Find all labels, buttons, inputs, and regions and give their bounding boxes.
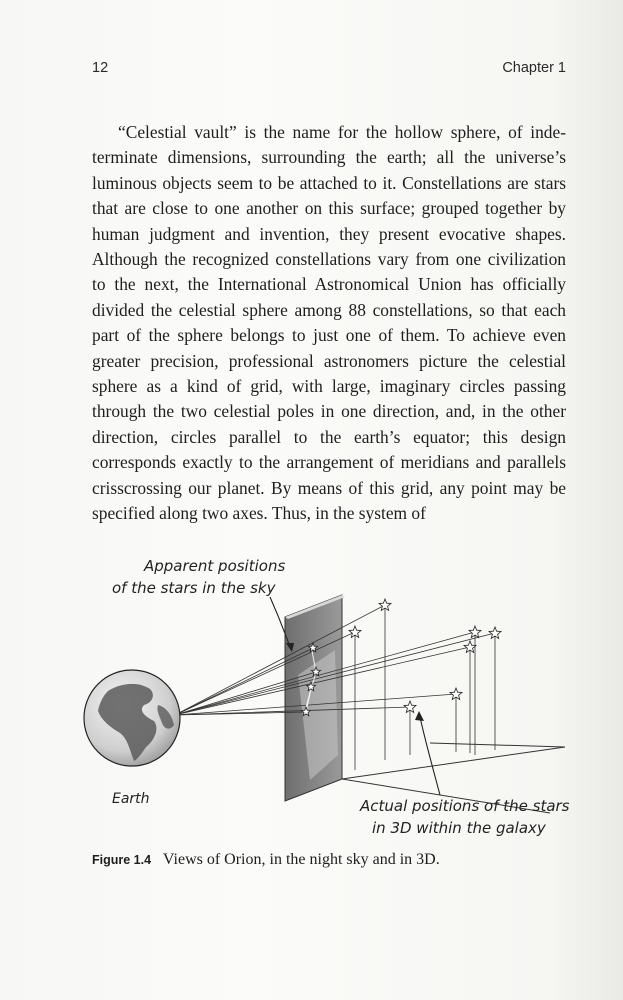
figure-caption [92,851,582,869]
annotation-actual-line2: in 3D within the galaxy [372,819,546,837]
caption-label: Figure 1.4 [92,853,152,867]
sky-panel [285,595,345,801]
figure-orion [80,555,580,855]
page-number: 12 [92,60,109,76]
figure-illustration [80,555,580,855]
annotation-actual-line1: Actual positions of the stars [360,797,570,815]
annotation-apparent-line1: Apparent positions [144,557,286,575]
chapter-label: Chapter 1 [502,60,566,76]
globe-icon [84,670,180,766]
caption-text: Views of Orion, in the night sky and in 3D. [162,851,440,868]
body-paragraph: “Celestial vault” is the name for the hollow sphere, of indeterminate dimensions, surrounding the earth; all the universe’s luminous objects seem to be attached to it. Constellations are stars that are close to one another on this surface; grouped together by human judgment and invention, they present evocative shapes. Although the recognized constellations vary from one civilization to the next, the International Astronomical Union has officially divided the celestial sphere among 88 constellations, so that each part of the sphere belongs to just one of them. To achieve even greater precision, professional astronomers picture the celestial sphere as a kind of grid, with large, imaginary circles passing through the two celestial poles in one direction, and, in the other direction, circles parallel to the earth’s equator; this design corresponds exactly to the arrangement of meridians and parallels crisscrossing our planet. By means of this grid, any point may be specified along two axes. Thus, in the system of [92,122,566,524]
earth-label: Earth [112,791,150,807]
running-head [92,60,566,82]
annotation-apparent-line2: of the stars in the sky [112,579,276,597]
